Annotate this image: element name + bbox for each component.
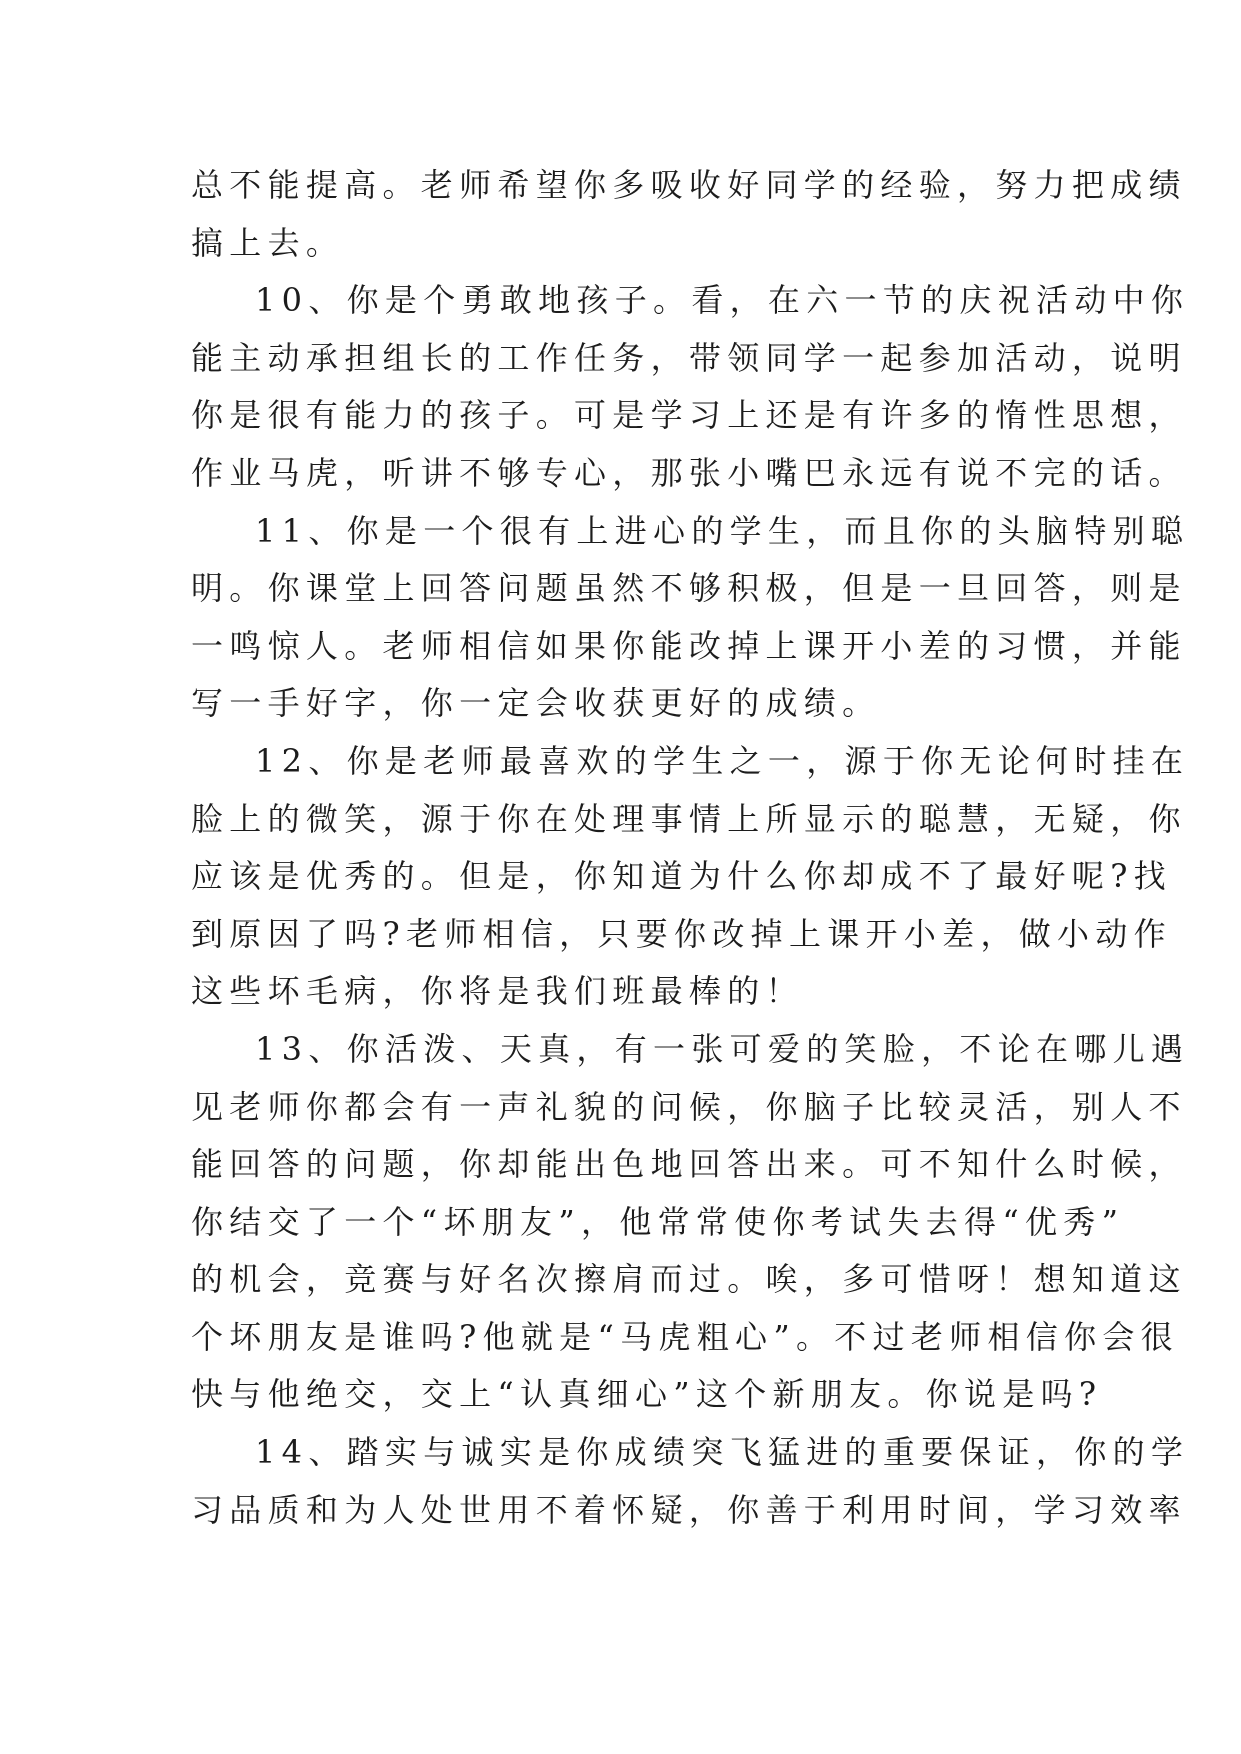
text-line: 作业马虎，听讲不够专心，那张小嘴巴永远有说不完的话。 — [191, 453, 1187, 492]
text-line: 一鸣惊人。老师相信如果你能改掉上课开小差的习惯，并能 — [191, 626, 1187, 665]
text-line: 13、你活泼、天真，有一张可爱的笑脸，不论在哪儿遇 — [255, 1029, 1190, 1068]
text-line: 能回答的问题，你却能出色地回答出来。可不知什么时候， — [191, 1145, 1187, 1184]
text-line: 写一手好字，你一定会收获更好的成绩。 — [191, 684, 881, 723]
text-line: 应该是优秀的。但是，你知道为什么你却成不了最好呢?找 — [191, 857, 1172, 896]
text-line: 脸上的微笑，源于你在处理事情上所显示的聪慧，无疑，你 — [191, 799, 1187, 838]
text-line: 14、踏实与诚实是你成绩突飞猛进的重要保证，你的学 — [255, 1433, 1190, 1472]
text-line: 明。你课堂上回答问题虽然不够积极，但是一旦回答，则是 — [191, 569, 1187, 608]
document-body — [191, 157, 1190, 1539]
text-line: 你结交了一个“坏朋友”，他常常使你考试失去得“优秀” — [191, 1202, 1125, 1241]
text-line: 到原因了吗?老师相信，只要你改掉上课开小差，做小动作 — [191, 914, 1172, 953]
text-line: 能主动承担组长的工作任务，带领同学一起参加活动，说明 — [191, 338, 1187, 377]
text-line: 总不能提高。老师希望你多吸收好同学的经验，努力把成绩 — [191, 166, 1187, 204]
text-line: 个坏朋友是谁吗?他就是“马虎粗心”。不过老师相信你会很 — [191, 1317, 1179, 1356]
text-line: 的机会，竞赛与好名次擦肩而过。唉，多可惜呀！想知道这 — [191, 1260, 1187, 1299]
text-line: 11、你是一个很有上进心的学生，而且你的头脑特别聪 — [255, 511, 1190, 550]
text-line: 快与他绝交，交上“认真细心”这个新朋友。你说是吗? — [191, 1375, 1103, 1414]
text-line: 12、你是老师最喜欢的学生之一，源于你无论何时挂在 — [255, 741, 1190, 780]
text-line: 这些坏毛病，你将是我们班最棒的！ — [191, 972, 804, 1011]
text-line: 见老师你都会有一声礼貌的问候，你脑子比较灵活，别人不 — [191, 1087, 1187, 1126]
text-line: 搞上去。 — [191, 223, 345, 262]
text-line: 10、你是个勇敢地孩子。看，在六一节的庆祝活动中你 — [255, 281, 1190, 320]
text-line: 习品质和为人处世用不着怀疑，你善于利用时间，学习效率 — [191, 1490, 1187, 1529]
text-line: 你是很有能力的孩子。可是学习上还是有许多的惰性思想， — [191, 396, 1187, 435]
